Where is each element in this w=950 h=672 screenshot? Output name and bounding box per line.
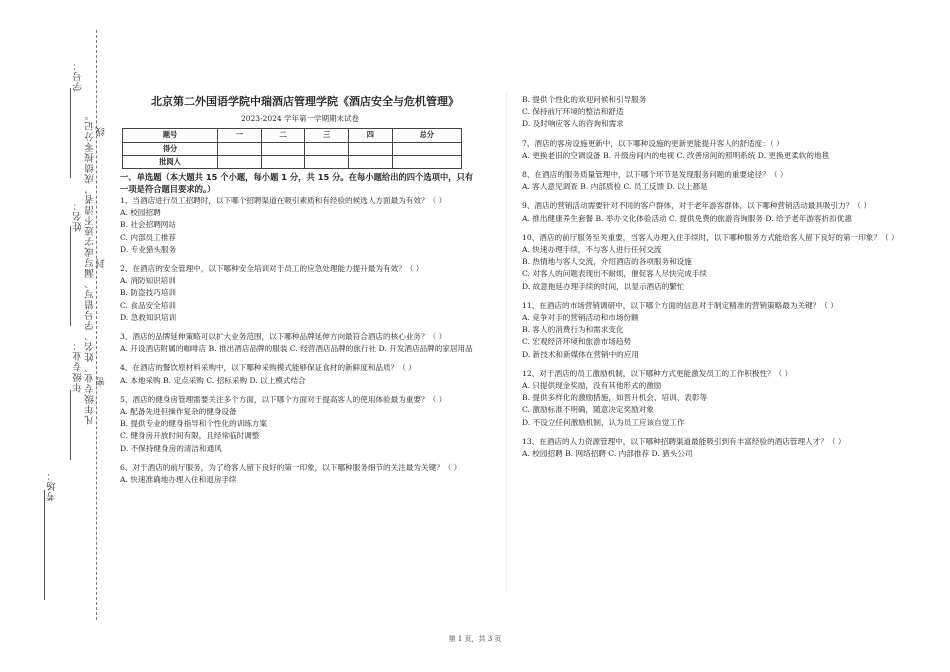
question-option: C. 激励标准不明确，随意决定奖励对象 — [522, 405, 654, 415]
question-option: D. 不设立任何激励机制，认为员工应该自觉工作 — [522, 417, 685, 427]
question-option: B. 客人的消费行为和需求变化 — [522, 325, 624, 335]
score-table-header-row — [123, 129, 462, 142]
score-header-cell: 总分 — [392, 129, 461, 142]
question-stem: 8、在酒店的服务质量管理中，以下哪个环节是发现服务问题的重要途径？（ ） — [522, 170, 788, 180]
question-stem: 9、酒店的营销活动需要针对不同的客户群体，对于老年游客群体，以下哪种营销活动最具吸引力？（ ） — [522, 201, 871, 211]
question — [120, 331, 480, 355]
question-stem: 3、酒店的品牌延伸策略可以扩大业务范围，以下哪种品牌延伸方向最符合酒店的核心业务？（ ） — [120, 332, 447, 342]
exam-site-underline — [44, 490, 45, 600]
question-stem: 7、酒店的客房设施更新中，以下哪种设施的更新更能提升客人的舒适度：（ ） — [522, 138, 784, 148]
question-stem: 11、在酒店的市场营销调研中，以下哪个方面的信息对于制定精准的营销策略最为关键？（ ） — [522, 300, 838, 310]
question-option: B. 热情地与客人交流，介绍酒店的各项服务和设施 — [522, 257, 692, 267]
score-header-cell: 一 — [218, 129, 262, 142]
score-header-cell: 题号 — [123, 129, 218, 142]
score-cell[interactable] — [392, 142, 461, 155]
student-id-underline — [70, 88, 71, 178]
question-stem: 5、酒店的健身房管理需要关注多个方面，以下哪个方面对于提高客人的使用体验最为重要？（ ） — [120, 394, 447, 404]
question — [120, 462, 480, 486]
line-mark: 线 — [96, 126, 107, 137]
dense-mark: 密 — [96, 376, 107, 387]
column-divider — [506, 92, 507, 592]
grade-major-underline — [70, 390, 71, 460]
question-option: A. 推出健康养生套餐 B. 举办文化体验活动 C. 提供免费的旅游咨询服务 D. 给予老年游客折扣优惠 — [522, 213, 852, 223]
exam-subtitle: 2023-2024 学年第一学期期末试卷 — [240, 114, 360, 124]
score-cell[interactable] — [305, 142, 349, 155]
question-option: A. 快速办理手续，不与客人进行任何交流 — [522, 245, 662, 255]
question-option: A. 客人意见调查 B. 内部质检 C. 员工反馈 D. 以上都是 — [522, 182, 708, 192]
question-option: D. 及时响应客人的咨询和需求 — [522, 119, 624, 129]
reviewer-cell[interactable] — [348, 155, 392, 168]
question-option: A. 竞争对手的营销活动和市场份额 — [522, 313, 639, 323]
question — [120, 195, 480, 256]
reviewer-cell[interactable] — [392, 155, 461, 168]
exam-site-label: 考场： — [47, 470, 58, 502]
right-column — [522, 94, 902, 460]
question-option: B. 社会招聘网站 — [120, 220, 176, 230]
question-option: B. 提供多样化的激励措施，如晋升机会、培训、表彰等 — [522, 393, 708, 403]
name-label: 姓名： — [73, 200, 84, 232]
question-stem: 1、当酒店进行员工招聘时，以下哪个招聘渠道在吸引素质和有经验的候选人方面最为有效？（ ） — [120, 196, 447, 206]
question-option: D. 新技术和新媒体在营销中的应用 — [522, 349, 639, 359]
question-stem: 4、在酒店的餐饮原材料采购中，以下哪种采购模式能够保证食材的新鲜度和品质？（ ） — [120, 363, 416, 373]
question — [120, 394, 480, 455]
question — [120, 362, 480, 386]
grade-major-label: 年级专业： — [73, 340, 84, 393]
question-option: A. 更换老旧的空调设备 B. 升级房间内的电视 C. 改善房间的照明系统 D. 更换更柔软的地毯 — [522, 150, 830, 160]
question-option: A. 校园招聘 B. 网络招聘 C. 内部推荐 D. 猎头公司 — [522, 449, 693, 459]
question-option: D. 急救知识培训 — [120, 312, 177, 322]
question-option: D. 专业猎头服务 — [120, 244, 177, 254]
reviewer-cell[interactable] — [218, 155, 262, 168]
question-option: A. 本地采购 B. 定点采购 C. 招标采购 D. 以上模式结合 — [120, 375, 306, 385]
question-option: A. 配备先进但操作复杂的健身设备 — [120, 407, 237, 417]
question-stem: 2、在酒店的安全管理中，以下哪种安全培训对于员工的应急处理能力提升最为有效？（ ） — [120, 264, 424, 274]
score-header-cell: 四 — [348, 129, 392, 142]
question-option: C. 宏观经济环境和旅游市场趋势 — [522, 337, 632, 347]
question-option: A. 只提供现金奖励，没有其他形式的激励 — [522, 381, 662, 391]
score-row-label: 得分 — [123, 142, 218, 155]
score-header-cell: 三 — [305, 129, 349, 142]
question-option: C. 保持前厅环境的整洁和舒适 — [522, 107, 624, 117]
left-question-list — [120, 195, 480, 486]
student-id-label: 学号： — [73, 60, 84, 92]
score-cell[interactable] — [348, 142, 392, 155]
score-table — [122, 128, 462, 169]
question-option: B. 提供个性化的欢迎问候和引导服务 — [522, 95, 647, 104]
name-underline — [70, 226, 71, 326]
binding-strip — [0, 0, 112, 672]
question — [522, 200, 902, 224]
question-stem: 12、对于酒店的员工激励机制，以下哪种方式更能激发员工的工作积极性？（ ） — [522, 368, 793, 378]
question-option: A. 校园招聘 — [120, 208, 161, 218]
exam-title: 北京第二外国语学院中瑞酒店管理学院《酒店安全与危机管理》 — [151, 95, 459, 108]
question-option: B. 提供专业的健身指导和个性化的训练方案 — [120, 419, 268, 429]
question-option: D. 故意拖延办理手续的时间，以显示酒店的繁忙 — [522, 281, 685, 291]
score-cell[interactable] — [218, 142, 262, 155]
binding-notice: 凡年级专业、姓名、学号错写、漏写或字迹不清者，成绩按零分记。 — [85, 110, 96, 425]
score-header-cell: 二 — [261, 129, 305, 142]
question-option: B. 防盗技巧培训 — [120, 288, 176, 298]
question — [522, 169, 902, 193]
question-stem: 6、对于酒店的前厅服务，为了给客人留下良好的第一印象，以下哪种服务细节的关注最为关键？（ ） — [120, 462, 462, 472]
reviewer-row — [123, 155, 462, 168]
reviewer-cell[interactable] — [305, 155, 349, 168]
question-option: C. 对客人的问题表现出不耐烦，催促客人尽快完成手续 — [522, 269, 708, 279]
section-title: 一、单选题（本大题共 15 个小题，每小题 1 分，共 15 分。在每小题给出的四个选项中，只有一项是符合题目要求的。） — [120, 172, 474, 195]
left-column — [120, 96, 480, 486]
question — [522, 300, 902, 361]
question-option: A. 消防知识培训 — [120, 276, 176, 286]
question-stem: 10、酒店的前厅服务至关重要，当客人办理入住手续时，以下哪种服务方式能给客人留下良好的第一印象？（ ） — [522, 232, 899, 242]
right-question-list — [522, 94, 902, 460]
seal-mark: 封 — [96, 258, 107, 269]
question — [522, 232, 902, 293]
question-option: D. 不保持健身房的清洁和通风 — [120, 443, 222, 453]
score-row — [123, 142, 462, 155]
question-option: C. 食品安全培训 — [120, 300, 176, 310]
question-option: C. 健身房开放时间有限，且经常临时调整 — [120, 431, 260, 441]
score-cell[interactable] — [261, 142, 305, 155]
question-option: A. 开设酒店附属的咖啡店 B. 推出酒店品牌的服装 C. 经营酒店品牌的旅行社 D. 开发酒店品牌的家居用品 — [120, 344, 473, 354]
question-stem: 13、在酒店的人力资源管理中，以下哪种招聘渠道最能吸引到有丰富经验的酒店管理人才？（ ） — [522, 436, 846, 446]
page-footer: 第 1 页，共 3 页 — [448, 635, 502, 643]
question — [120, 263, 480, 324]
question-option: A. 快速准确地办理入住和退房手续 — [120, 475, 237, 485]
question — [522, 436, 902, 460]
reviewer-cell[interactable] — [261, 155, 305, 168]
question-option: C. 内部员工推荐 — [120, 232, 176, 242]
reviewer-row-label: 批阅人 — [123, 155, 218, 168]
question — [522, 368, 902, 429]
question — [522, 94, 902, 131]
question — [522, 138, 902, 162]
